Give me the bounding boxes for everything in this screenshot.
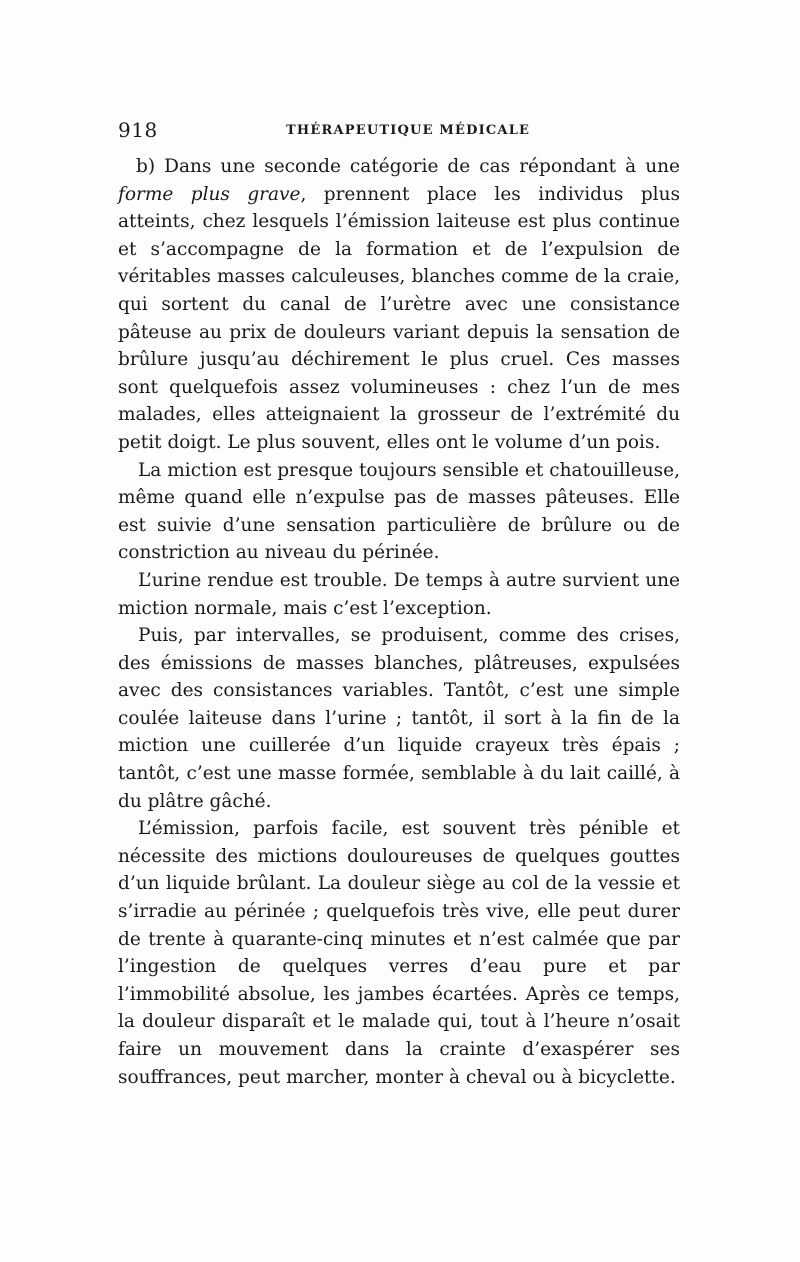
italic-term: forme plus grave: [118, 183, 301, 205]
paragraph-marker: b): [136, 156, 156, 177]
paragraph-emission: L’émission, parfois facile, est souvent très pénible et nécessite des mictions douloureuses de quelques gouttes d’un liquide brûlant. La douleur siège au col de la vessie et s’irradie au périnée ; quelquefois très vive, elle peut durer de trente à quarante-cinq minutes et n’est calmée que par l’ingestion de quelques verres d’eau pure et par l’immobilité absolue, les jambes écartées. Après ce temps, la douleur disparaît et le malade qui, tout à l’heure n’osait faire un mouvement dans la crainte d’exaspérer ses souffrances, peut marcher, monter à cheval ou à bicyclette.: [118, 818, 680, 1088]
body-text: [118, 153, 680, 1091]
paragraph-miction: La miction est presque toujours sensible et chatouilleuse, même quand elle n’expulse pas de masses pâteuses. Elle est suivie d’une sensation particulière de brûlure ou de constriction au niveau du périnée.: [118, 459, 680, 564]
page-number: 918: [118, 118, 158, 142]
paragraph-urine: L’urine rendue est trouble. De temps à autre survient une miction normale, mais c’est l’exception.: [118, 569, 680, 619]
paragraph-forme-plus-grave: [118, 153, 680, 457]
paragraph-lead: Dans une seconde catégorie de cas répondant à une: [164, 156, 680, 177]
running-title: THÉRAPEUTIQUE MÉDICALE: [286, 123, 531, 138]
paragraph-crises: Puis, par intervalles, se produisent, comme des crises, des émissions de masses blanches, plâtreuses, expulsées avec des consistances variables. Tantôt, c’est une simple coulée laiteuse dans l’urine ; tantôt, il sort à la fin de la miction une cuillerée d’un liquide crayeux très épais ; tantôt, c’est une masse formée, semblable à du lait caillé, à du plâtre gâché.: [118, 625, 680, 812]
page-header: [118, 118, 680, 146]
paragraph-rest: , prennent place les individus plus atteints, chez lesquels l’émission laiteuse est plus continue et s’accompagne de la formation et de l’expulsion de véritables masses calculeuses, blanches comme de la craie, qui sortent du canal de l’urètre avec une consistance pâteuse au prix de douleurs variant depuis la sensation de brûlure jusqu’au déchirement le plus cruel. Ces masses sont quelquefois assez volumineuses : chez l’un de mes malades, elles atteignaient la grosseur de l’extrémité du petit doigt. Le plus souvent, elles ont le volume d’un pois.: [118, 183, 680, 453]
